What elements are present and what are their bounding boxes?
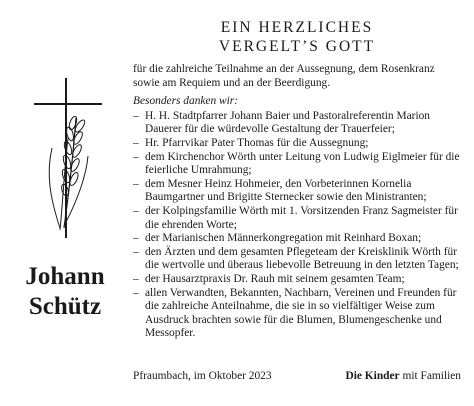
list-item-text: der Kolpingsfamilie Wörth mit 1. Vorsitzenden Franz Sagmeister für die ehrenden Worte;	[145, 204, 458, 231]
cross-with-wheat-icon	[30, 78, 110, 238]
signature	[346, 369, 462, 383]
footer	[133, 369, 461, 383]
list-item	[133, 151, 461, 178]
list-item	[133, 287, 461, 341]
deceased-name	[6, 262, 124, 322]
thanks-label: Besonders danken wir:	[133, 95, 239, 108]
dash: –	[133, 245, 139, 258]
dash: –	[133, 204, 139, 217]
dash: –	[133, 109, 139, 122]
list-item	[133, 205, 461, 232]
list-item-text: dem Mesner Heinz Hohmeier, den Vorbeterinnen Kornelia Baumgartner und Brigitte Sternecker sowie den Ministranten;	[145, 177, 427, 204]
signature-rest: mit Familien	[399, 370, 461, 382]
list-item-text: H. H. Stadtpfarrer Johann Baier und Pastoralreferentin Marion Dauerer für die würdevolle Gestaltung der Trauerfeier;	[145, 109, 430, 136]
list-item-text: Hr. Pfarrvikar Pater Thomas für die Aussegnung;	[145, 136, 369, 149]
thanks-list	[133, 110, 461, 341]
list-item-text: allen Verwandten, Bekannten, Nachbarn, Vereinen und Freunden für die zahlreiche Anteilnahme, die sie in so vielfältiger Weise zum Ausdruck brachten sowie für die Blumen, Blumengeschenke und Messopfer.	[145, 286, 457, 340]
dash: –	[133, 136, 139, 149]
heading	[133, 18, 461, 56]
intro-text: für die zahlreiche Teilnahme an der Aussegnung, dem Rosenkranz sowie am Requiem und an der Beerdigung.	[133, 63, 435, 89]
dash: –	[133, 177, 139, 190]
dash: –	[133, 286, 139, 299]
list-item	[133, 137, 461, 151]
deceased-first-name: Johann	[25, 263, 105, 290]
dash: –	[133, 272, 139, 285]
list-item	[133, 178, 461, 205]
notice-content	[133, 18, 461, 341]
list-item	[133, 273, 461, 287]
list-item	[133, 110, 461, 137]
list-item	[133, 232, 461, 246]
dash: –	[133, 232, 139, 245]
deceased-last-name: Schütz	[28, 293, 102, 320]
signature-bold: Die Kinder	[345, 370, 400, 382]
heading-line-1: EIN HERZLICHES	[220, 19, 374, 36]
place-date: Pfraumbach, im Oktober 2023	[133, 370, 272, 382]
list-item	[133, 246, 461, 273]
list-item-text: dem Kirchenchor Wörth unter Leitung von Ludwig Eiglmeier für die feierliche Umrahmung;	[145, 150, 460, 177]
dash: –	[133, 150, 139, 163]
list-item-text: den Ärzten und dem gesamten Pflegeteam der Kreisklinik Wörth für die wertvolle und überaus liebevolle Betreuung in den letzten Tagen;	[145, 245, 459, 272]
list-item-text: der Marianischen Männerkongregation mit Reinhard Boxan;	[145, 232, 422, 245]
heading-line-2: VERGELT’S GOTT	[218, 38, 376, 55]
list-item-text: der Hausarztpraxis Dr. Rauh mit seinem gesamten Team;	[145, 272, 405, 285]
